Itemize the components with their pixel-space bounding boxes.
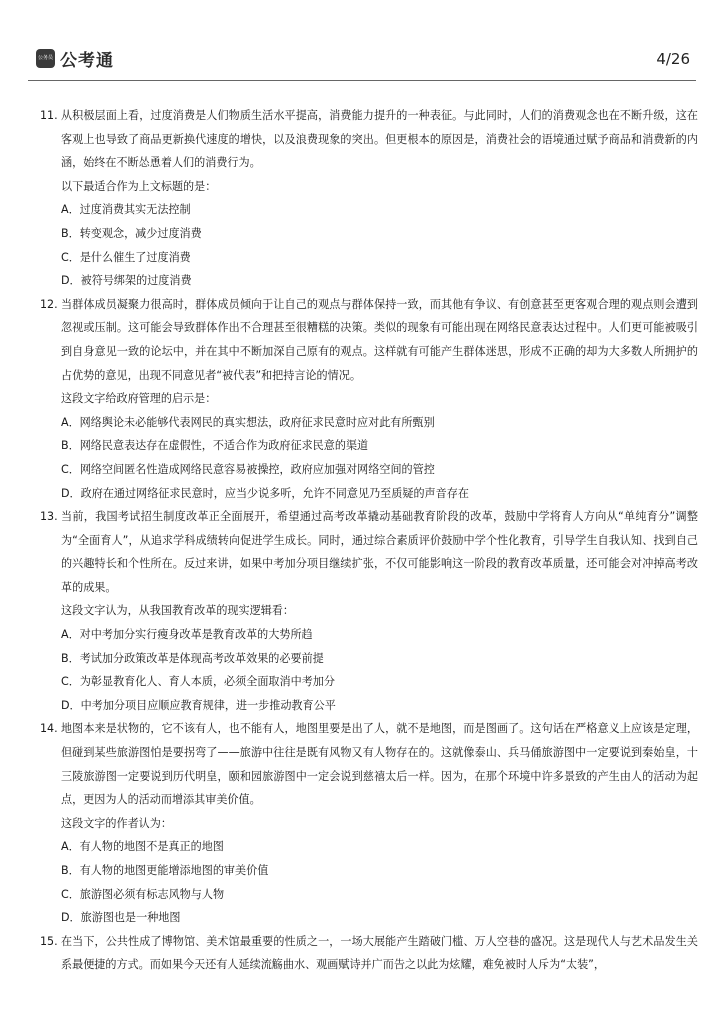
question-stem: 当前，我国考试招生制度改革正全面展开，希望通过高考改革撬动基础教育阶段的改革，鼓励中学将育人方向从“单纯育分”调整为“全面育人”，从追求学科成绩转向促进学生成长。同时，通过综合素质评价鼓励中学个性化教育，引导学生自我认知、找到自己的兴趣特长和个性所在。反过来讲，如果中考加分项目继续扩张，不仅可能影响这一阶段的教育改革质量，还可能会对冲掉高考改革的成果。 — [61, 510, 698, 594]
page-number: 4/26 — [656, 50, 690, 68]
question-prompt: 以下最适合作为上文标题的是： — [61, 179, 217, 193]
question-number: 15. — [40, 934, 58, 948]
logo-text: 公考通 — [60, 51, 114, 71]
document-body — [40, 104, 698, 977]
option-c: C．是什么催生了过度消费 — [61, 250, 191, 264]
question-13 — [40, 505, 698, 717]
brand-logo[interactable] — [36, 46, 114, 71]
question-14 — [40, 717, 698, 929]
option-a: A．网络舆论未必能够代表网民的真实想法，政府征求民意时应对此有所甄别 — [61, 415, 435, 429]
question-prompt: 这段文字给政府管理的启示是： — [61, 392, 217, 406]
header-divider — [28, 80, 696, 81]
question-number: 13. — [40, 510, 58, 524]
option-d: D．政府在通过网络征求民意时，应当少说多听，允许不同意见乃至质疑的声音存在 — [61, 486, 469, 500]
question-12 — [40, 293, 698, 505]
question-stem: 从积极层面上看，过度消费是人们物质生活水平提高，消费能力提升的一种表征。与此同时，人们的消费观念也在不断升级，这在客观上也导致了商品更新换代速度的增快，以及浪费现象的突出。但更根本的原因是，消费社会的语境通过赋予商品和消费新的内涵，始终在不断怂恿着人们的消费行为。 — [61, 109, 698, 170]
question-stem: 当群体成员凝聚力很高时，群体成员倾向于让自己的观点与群体保持一致，而其他有争议、有创意甚至更客观合理的观点则会遭到忽视或压制。这可能会导致群体作出不合理甚至很糟糕的决策。类似的现象有可能出现在网络民意表达过程中。人们更可能被吸引到自身意见一致的论坛中，并在其中不断加深自己原有的观点。这样就有可能产生群体迷思，形成不正确的却为大多数人所拥护的占优势的意见，出现不同意见者“被代表”和把持言论的情况。 — [61, 297, 698, 382]
option-c: C．网络空间匿名性造成网络民意容易被操控，政府应加强对网络空间的管控 — [61, 462, 435, 476]
question-stem: 地图本来是状物的，它不该有人，也不能有人，地图里要是出了人，就不是地图，而是图画了。这句话在严格意义上应该是定理，但碰到某些旅游图怕是要拐弯了——旅游中往往是既有风物又有人物存在的。这就像泰山、兵马俑旅游图中一定要说到秦始皇，十三陵旅游图一定要说到历代明皇，颐和园旅游图中一定会说到慈禧太后一样。因为，在那个环境中许多景致的产生由人的活动为起点，更因为人的活动而增添其审美价值。 — [61, 722, 698, 807]
question-11 — [40, 104, 698, 293]
option-c: C．为彰显教育化人、育人本质，必须全面取消中考加分 — [61, 675, 335, 689]
option-a: A．有人物的地图不是真正的地图 — [61, 840, 224, 854]
question-15 — [40, 930, 698, 977]
page-header — [0, 0, 724, 90]
question-number: 11. — [40, 109, 58, 122]
option-d: D．中考加分项目应顺应教育规律，进一步推动教育公平 — [61, 698, 336, 712]
option-b: B．有人物的地图更能增添地图的审美价值 — [61, 864, 269, 877]
logo-badge-icon: 公务员 — [36, 49, 55, 68]
option-a: A．对中考加分实行瘦身改革是教育改革的大势所趋 — [61, 628, 313, 642]
question-stem: 在当下，公共性成了博物馆、美术馆最重要的性质之一，一场大展能产生踏破门槛、万人空巷的盛况。这是现代人与艺术品发生关系最便捷的方式。而如果今天还有人延续流觞曲水、观画赋诗并广而告之以此为炫耀，难免被时人斥为“太装”， — [61, 934, 698, 972]
option-b: B．网络民意表达存在虚假性，不适合作为政府征求民意的渠道 — [61, 439, 369, 453]
option-b: B．考试加分政策改革是体现高考改革效果的必要前提 — [61, 651, 324, 665]
option-b: B．转变观念，减少过度消费 — [61, 226, 202, 240]
question-prompt: 这段文字的作者认为： — [61, 816, 172, 830]
question-number: 12. — [40, 297, 58, 311]
option-a: A．过度消费其实无法控制 — [61, 203, 191, 217]
option-d: D．被符号绑架的过度消费 — [61, 274, 192, 288]
question-number: 14. — [40, 722, 58, 736]
option-d: D．旅游图也是一种地图 — [61, 911, 181, 925]
question-prompt: 这段文字认为，从我国教育改革的现实逻辑看： — [61, 604, 294, 618]
option-c: C．旅游图必须有标志风物与人物 — [61, 887, 225, 901]
